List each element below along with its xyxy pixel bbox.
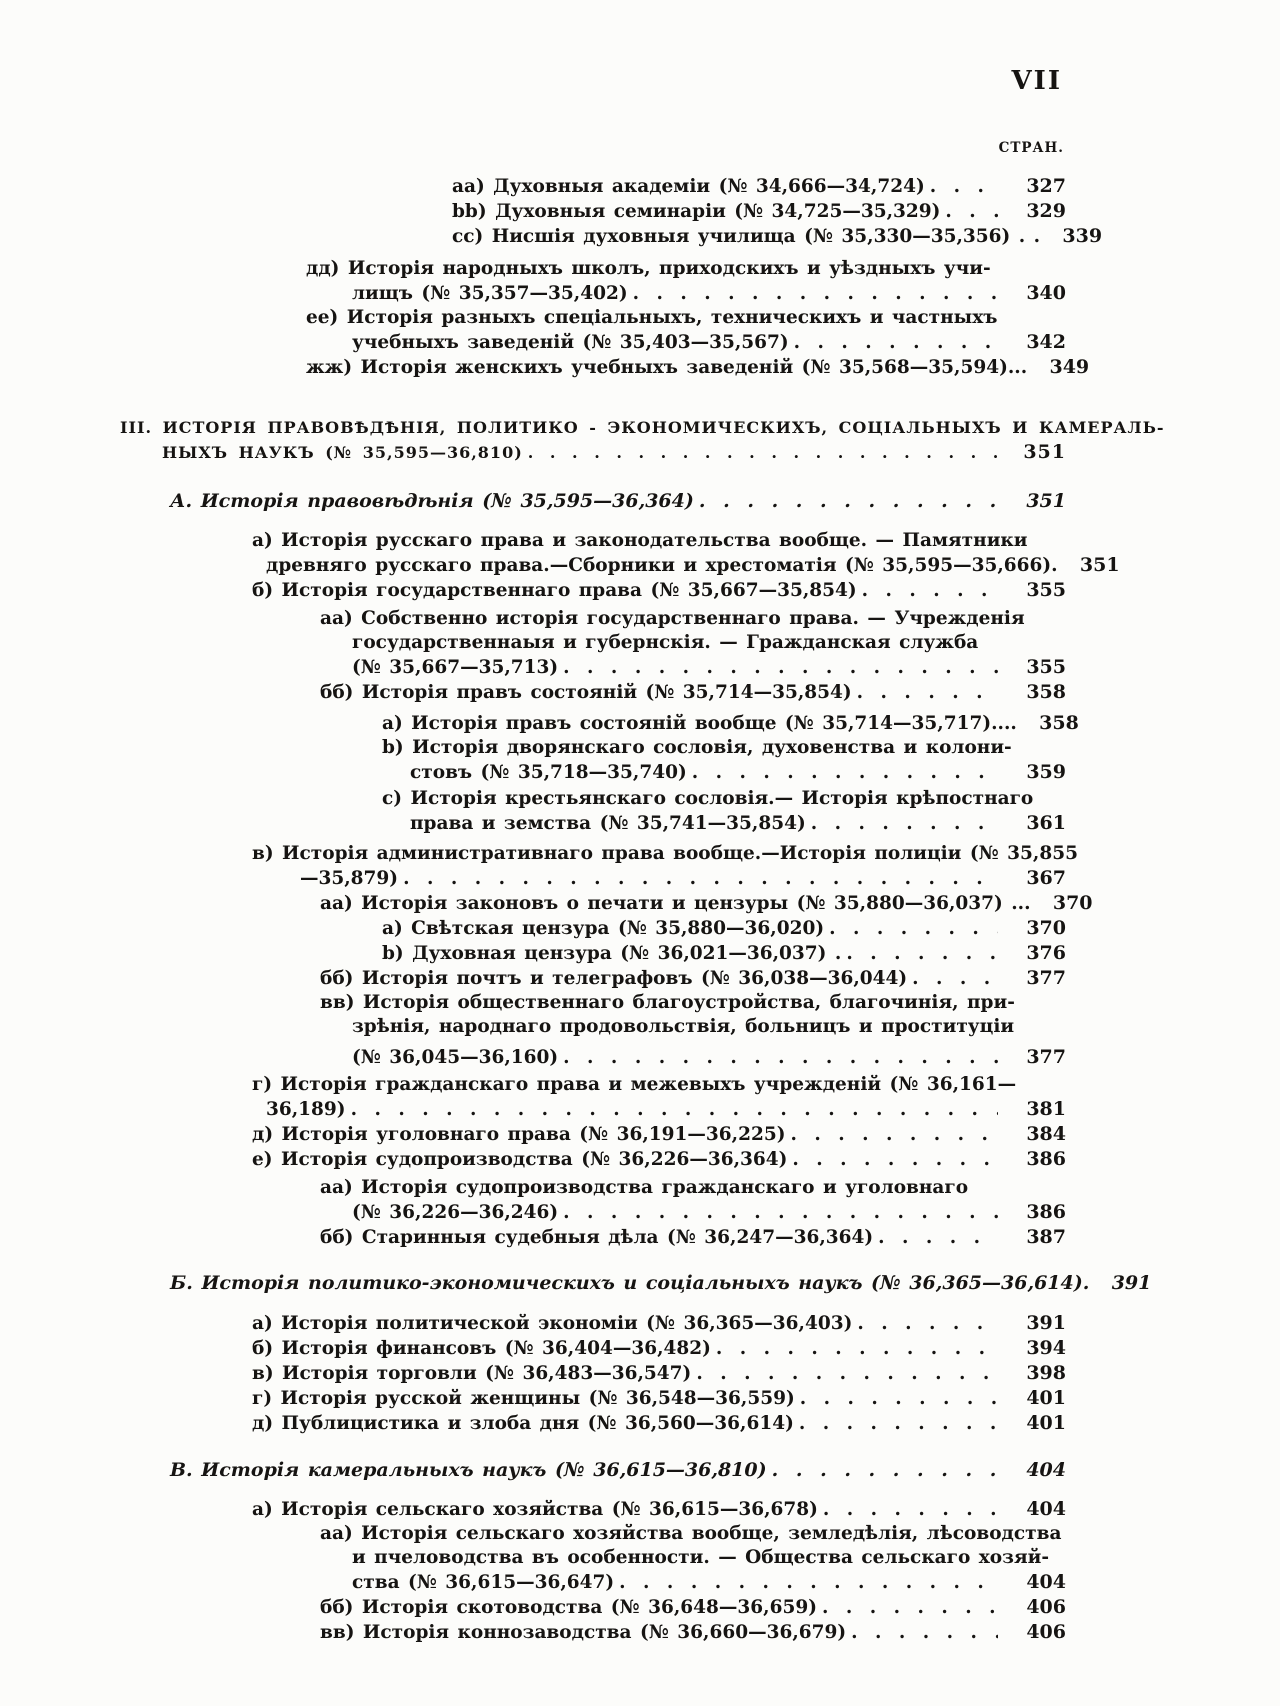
toc-line xyxy=(352,1546,1066,1570)
dot-leader xyxy=(800,1387,998,1411)
toc-line xyxy=(252,842,1078,866)
toc-page-number: 339 xyxy=(1062,225,1103,247)
toc-page-number: 370 xyxy=(1026,917,1066,939)
toc-page-number: 404 xyxy=(1026,1459,1066,1481)
dot-leader xyxy=(563,1201,998,1225)
toc-entry-text: а) Исторія русскаго права и законодательства вообще. — Памятники xyxy=(252,530,1028,551)
toc-entry-text: b) Исторія дворянскаго сословія, духовенства и колони- xyxy=(382,737,1012,758)
dot-leader xyxy=(912,967,998,991)
toc-entry-text: аа) Исторія законовъ о печати и цензуры (№ 35,880—36,037) ... xyxy=(320,893,1031,914)
toc-page-number: 377 xyxy=(1026,1046,1066,1068)
toc-entry-text: b) Духовная цензура (№ 36,021—36,037) . xyxy=(382,943,842,964)
dot-leader xyxy=(846,942,998,966)
toc-line xyxy=(382,916,1066,941)
toc-line xyxy=(410,760,1066,785)
dot-leader xyxy=(823,1498,998,1522)
toc-page-number: 359 xyxy=(1026,761,1066,783)
toc-line xyxy=(306,355,1090,380)
toc-line xyxy=(306,306,1066,330)
toc-entry-text: е) Исторія судопроизводства (№ 36,226—36,364) xyxy=(252,1149,788,1170)
toc-entry-text: жж) Исторія женскихъ учебныхъ заведеній (№ 35,568—35,594)... xyxy=(306,357,1028,378)
toc-line xyxy=(352,1200,1066,1225)
toc-entry-text: а) Исторія политической экономіи (№ 36,365—36,403) xyxy=(252,1313,853,1334)
toc-entry-text: cc) Нисшія духовныя училища (№ 35,330—35,356) . . xyxy=(452,226,1041,247)
toc-page-number: 404 xyxy=(1026,1571,1066,1593)
toc-entry-text: государственнаыя и губернскія. — Гражданская служба xyxy=(352,632,979,653)
toc-line xyxy=(452,224,1103,249)
toc-entry-text: bb) Духовныя семинаріи (№ 34,725—35,329) xyxy=(452,201,941,222)
toc-page-number: 406 xyxy=(1026,1621,1066,1643)
toc-entry-text: НЫХЪ НАУКЪ (№ 35,595—36,810) xyxy=(162,443,523,462)
toc-line xyxy=(252,1122,1066,1147)
toc-entry-text: г) Исторія русской женщины (№ 36,548—36,559) xyxy=(252,1388,795,1409)
toc-entry-text: —35,879) xyxy=(300,868,399,889)
toc-entry-text: бб) Исторія почтъ и телеграфовъ (№ 36,038—36,044) xyxy=(320,968,908,989)
toc-entry-text: аа) Собственно исторія государственнаго права. — Учрежденія xyxy=(320,608,1025,629)
toc-entry-text: аа) Исторія судопроизводства гражданскаго и уголовнаго xyxy=(320,1177,969,1198)
dot-leader xyxy=(633,282,998,306)
dot-leader xyxy=(692,761,998,785)
toc-line xyxy=(452,199,1066,224)
dot-leader xyxy=(945,200,998,224)
toc-page-number: 361 xyxy=(1026,812,1066,834)
toc-page-number: 404 xyxy=(1026,1498,1066,1520)
dot-leader xyxy=(851,1621,998,1645)
toc-line xyxy=(252,1336,1066,1361)
toc-entry-text: учебныхъ заведеній (№ 35,403—35,567) xyxy=(352,332,789,353)
dot-leader xyxy=(403,867,998,891)
toc-entry-text: ства (№ 36,615—36,647) xyxy=(352,1572,615,1593)
dot-leader xyxy=(794,331,998,355)
toc-page-number: 398 xyxy=(1026,1362,1066,1384)
toc-page-number: 351 xyxy=(1023,441,1066,463)
dot-leader xyxy=(862,579,998,603)
toc-entry-text: дд) Исторія народныхъ школъ, приходскихъ и уѣздныхъ учи- xyxy=(306,258,991,279)
toc-entry-text: а) Исторія сельскаго хозяйства (№ 36,615—36,678) xyxy=(252,1499,818,1520)
toc-line xyxy=(352,1570,1066,1595)
toc-page-number: 401 xyxy=(1026,1412,1066,1434)
toc-line xyxy=(252,1361,1066,1386)
toc-page-number: 367 xyxy=(1026,867,1066,889)
toc-line xyxy=(320,1176,1066,1200)
toc-line xyxy=(320,607,1066,631)
toc-line xyxy=(382,736,1066,760)
toc-entry-text: Б. Исторія политико-экономическихъ и соціальныхъ наукъ (№ 36,365—36,614). xyxy=(170,1272,1090,1294)
toc-page-number: 358 xyxy=(1026,681,1066,703)
toc-entry-text: c) Исторія крестьянскаго сословія.— Исторія крѣпостнаго xyxy=(382,788,1034,809)
toc-entry-text: III. ИСТОРІЯ ПРАВОВѢДѢНІЯ, ПОЛИТИКО - ЭКОНОМИЧЕСКИХЪ, СОЦІАЛЬНЫХЪ И КАМЕРАЛЬ- xyxy=(120,418,1165,437)
toc-page-number: 406 xyxy=(1026,1596,1066,1618)
toc-entry-text: б) Исторія финансовъ (№ 36,404—36,482) xyxy=(252,1338,711,1359)
toc-entry-text: бб) Исторія скотоводства (№ 36,648—36,659) xyxy=(320,1597,817,1618)
dot-leader xyxy=(792,1148,998,1172)
toc-page-number: 386 xyxy=(1026,1201,1066,1223)
toc-entry-text: a) Свѣтская цензура (№ 35,880—36,020) xyxy=(382,918,825,939)
toc-line xyxy=(252,1386,1066,1411)
toc-line xyxy=(410,811,1066,836)
toc-page-number: 386 xyxy=(1026,1148,1066,1170)
dot-leader xyxy=(857,1312,998,1336)
toc-line xyxy=(252,1497,1066,1522)
toc-page-number: 376 xyxy=(1026,942,1066,964)
toc-page-number: 329 xyxy=(1026,200,1066,222)
dot-leader xyxy=(829,917,998,941)
dot-leader xyxy=(699,489,998,513)
dot-leader xyxy=(857,681,998,705)
dot-leader xyxy=(351,1098,998,1122)
toc-entry-text: в) Исторія торговли (№ 36,483—36,547) xyxy=(252,1363,692,1384)
toc-entry-text: ее) Исторія разныхъ спеціальныхъ, техническихъ и частныхъ xyxy=(306,307,998,328)
toc-page-number: 377 xyxy=(1026,967,1066,989)
toc-line xyxy=(120,416,1165,440)
toc-line xyxy=(320,680,1066,705)
toc-line xyxy=(352,1045,1066,1070)
toc-line xyxy=(320,966,1066,991)
toc-entry-text: г) Исторія гражданскаго права и межевыхъ учрежденій (№ 36,161— xyxy=(252,1074,1017,1095)
toc-page-number: 358 xyxy=(1039,712,1079,734)
toc-line xyxy=(252,1411,1066,1436)
toc-line xyxy=(352,330,1066,355)
toc-entry-text: и пчеловодства въ особенности. — Общества сельскаго хозяй- xyxy=(352,1547,1050,1568)
toc-page-number: 391 xyxy=(1111,1272,1152,1294)
toc-entry-text: aa) Духовныя академіи (№ 34,666—34,724) xyxy=(452,176,925,197)
dot-leader xyxy=(878,1226,998,1250)
toc-page-number: 355 xyxy=(1026,579,1066,601)
toc-line xyxy=(382,941,1066,966)
toc-entry-text: (№ 36,226—36,246) xyxy=(352,1202,559,1223)
toc-line xyxy=(452,174,1066,199)
toc-line xyxy=(170,1458,1066,1482)
page-column-header: СТРАН. xyxy=(998,140,1064,156)
toc-line xyxy=(382,787,1066,811)
toc-entry-text: аа) Исторія сельскаго хозяйства вообще, земледѣлія, лѣсоводства xyxy=(320,1523,1062,1544)
toc-line xyxy=(320,1595,1066,1620)
toc-line xyxy=(352,281,1066,306)
dot-leader xyxy=(930,175,998,199)
toc-line xyxy=(170,489,1066,513)
dot-leader xyxy=(822,1596,998,1620)
toc-page-number: 370 xyxy=(1052,892,1093,914)
toc-line xyxy=(306,257,1066,281)
toc-entry-text: зрѣнія, народнаго продовольствія, больницъ и проституціи xyxy=(352,1016,1015,1037)
dot-leader xyxy=(563,656,998,680)
toc-line xyxy=(320,991,1066,1015)
toc-entry-text: 36,189) xyxy=(266,1099,346,1120)
toc-entry-text: д) Исторія уголовнаго права (№ 36,191—36,225) xyxy=(252,1124,786,1145)
dot-leader xyxy=(563,1046,998,1070)
toc-line xyxy=(382,711,1079,736)
toc-page-number: 355 xyxy=(1026,656,1066,678)
toc-entry-text: древняго русскаго права.—Сборники и хрестоматія (№ 35,595—35,666). xyxy=(266,555,1058,576)
toc-entry-text: д) Публицистика и злоба дня (№ 36,560—36,614) xyxy=(252,1413,794,1434)
toc-line xyxy=(300,866,1066,891)
toc-page-number: 351 xyxy=(1079,554,1120,576)
toc-page-number: 342 xyxy=(1026,331,1066,353)
dot-leader xyxy=(528,441,998,465)
toc-line xyxy=(266,553,1120,578)
page-number-roman: VII xyxy=(1011,66,1062,96)
toc-line xyxy=(252,578,1066,603)
toc-page-number: 349 xyxy=(1049,356,1090,378)
toc-page-number: 394 xyxy=(1026,1337,1066,1359)
toc-line xyxy=(266,1097,1066,1122)
toc-entry-text: бб) Старинныя судебныя дѣла (№ 36,247—36,364) xyxy=(320,1227,874,1248)
toc-line xyxy=(252,1147,1066,1172)
toc-line xyxy=(252,1073,1066,1097)
toc-line xyxy=(320,1225,1066,1250)
toc-page-number: 340 xyxy=(1026,282,1066,304)
dot-leader xyxy=(811,812,998,836)
toc-line xyxy=(252,529,1066,553)
toc-entry-text: вв) Исторія общественнаго благоустройства, благочинія, при- xyxy=(320,992,1015,1013)
toc-page-number: 384 xyxy=(1026,1123,1066,1145)
toc-line xyxy=(170,1271,1152,1295)
toc-entry-text: бб) Исторія правъ состояній (№ 35,714—35,854) xyxy=(320,682,852,703)
dot-leader xyxy=(716,1337,998,1361)
toc-page-number: 381 xyxy=(1026,1098,1066,1120)
dot-leader xyxy=(799,1412,998,1436)
toc-line xyxy=(352,631,1066,655)
toc-entry-text: вв) Исторія коннозаводства (№ 36,660—36,679) xyxy=(320,1622,847,1643)
toc-page-number: 401 xyxy=(1026,1387,1066,1409)
toc-line xyxy=(352,655,1066,680)
toc-entry-text: В. Исторія камеральныхъ наукъ (№ 36,615—36,810) xyxy=(170,1459,767,1481)
toc-line xyxy=(320,1620,1066,1645)
toc-entry-text: в) Исторія административнаго права вообще.—Исторія полиціи (№ 35,855 xyxy=(252,843,1078,864)
toc-entry-text: права и земства (№ 35,741—35,854) xyxy=(410,813,806,834)
toc-list xyxy=(0,174,1280,1645)
toc-entry-text: (№ 35,667—35,713) xyxy=(352,657,559,678)
toc-line xyxy=(162,440,1066,465)
toc-line xyxy=(320,1522,1066,1546)
dot-leader xyxy=(772,1458,998,1482)
toc-entry-text: б) Исторія государственнаго права (№ 35,667—35,854) xyxy=(252,580,857,601)
dot-leader xyxy=(790,1123,998,1147)
dot-leader xyxy=(696,1362,998,1386)
toc-entry-text: стовъ (№ 35,718—35,740) xyxy=(410,762,687,783)
toc-page-number: 327 xyxy=(1026,175,1066,197)
dot-leader xyxy=(619,1571,998,1595)
toc-entry-text: лищъ (№ 35,357—35,402) xyxy=(352,283,628,304)
toc-entry-text: А. Исторія правовѣдѣнія (№ 35,595—36,364) xyxy=(170,490,694,512)
toc-line xyxy=(320,891,1093,916)
toc-page-number: 387 xyxy=(1026,1226,1066,1248)
toc-page-number: 351 xyxy=(1026,490,1066,512)
toc-entry-text: a) Исторія правъ состояній вообще (№ 35,714—35,717).... xyxy=(382,713,1017,734)
toc-line xyxy=(252,1311,1066,1336)
toc-entry-text: (№ 36,045—36,160) xyxy=(352,1047,559,1068)
toc-page-number: 391 xyxy=(1026,1312,1066,1334)
toc-line xyxy=(352,1015,1066,1039)
